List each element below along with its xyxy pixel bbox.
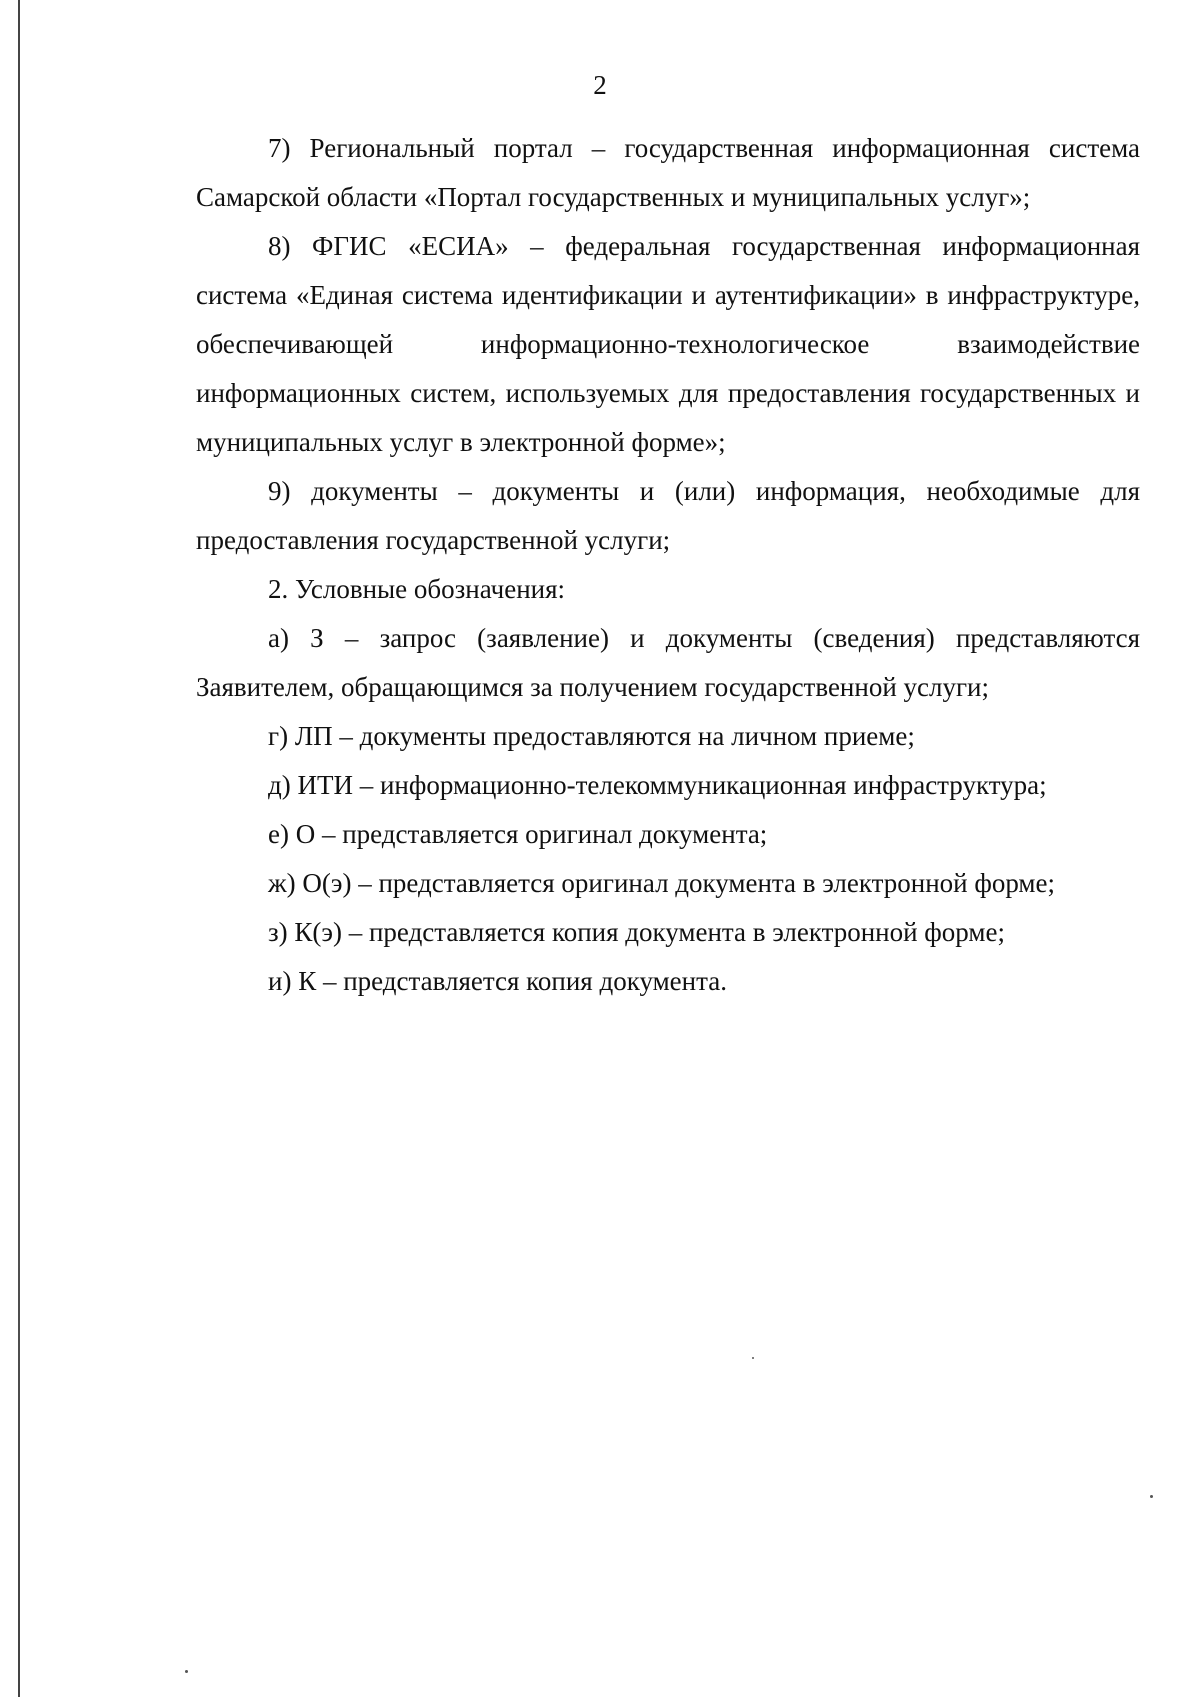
paragraph-legend-zh: ж) О(э) – представляется оригинал документа в электронной форме; [268, 868, 1055, 898]
paragraph-legend-g: г) ЛП – документы предоставляются на личном приеме; [268, 721, 915, 751]
paragraph-legend-heading: 2. Условные обозначения: [268, 574, 566, 604]
scan-speck [185, 1670, 188, 1673]
paragraph-regional-portal: 7) Региональный портал – государственная информационная система Самарской области «Портал государственных и муниципальных услуг»; [196, 133, 1140, 212]
scan-edge-line [18, 0, 20, 1697]
paragraph-legend-a: а) З – запрос (заявление) и документы (сведения) представляются Заявителем, обращающимся за получением государственной услуги; [196, 623, 1140, 702]
paragraph-legend-d: д) ИТИ – информационно-телекоммуникационная инфраструктура; [268, 770, 1047, 800]
page-number: 2 [593, 70, 607, 100]
document-body [196, 124, 1140, 1006]
paragraph-legend-z: з) К(э) – представляется копия документа в электронной форме; [268, 917, 1005, 947]
scan-speck [752, 1357, 754, 1359]
paragraph-legend-e: е) О – представляется оригинал документа; [268, 819, 768, 849]
paragraph-fgis-esia: 8) ФГИС «ЕСИА» – федеральная государственная информационная система «Единая система идентификации и аутентификации» в инфраструктуре, обеспечивающей информационно-технологическое взаимодействие информационных систем, используемых для предоставления государственных и муниципальных услуг в электронной форме»; [196, 231, 1140, 457]
paragraph-documents: 9) документы – документы и (или) информация, необходимые для предоставления государственной услуги; [196, 476, 1140, 555]
scan-speck [1150, 1495, 1153, 1498]
paragraph-legend-i: и) К – представляется копия документа. [268, 966, 727, 996]
